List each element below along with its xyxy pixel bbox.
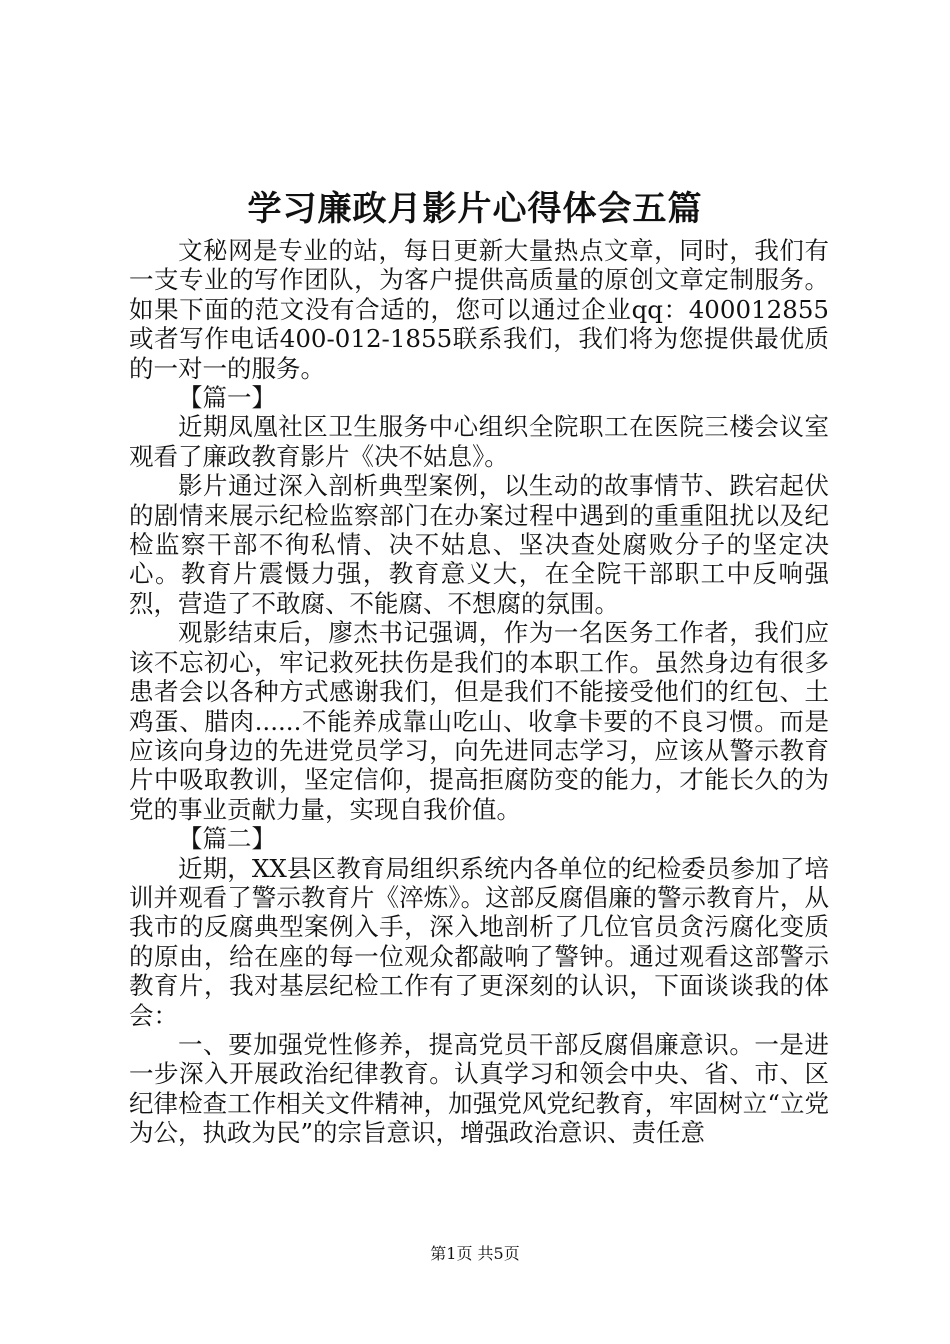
document-body xyxy=(129,236,829,1148)
paragraph: 影片通过深入剖析典型案例，以生动的故事情节、跌宕起伏的剧情来展示纪检监察部门在办案过程中遇到的重重阻扰以及纪检监察干部不徇私情、决不姑息、坚决查处腐败分子的坚定决心。教育片震慑力强，教育意义大，在全院干部职工中反响强烈，营造了不敢腐、不能腐、不想腐的氛围。 xyxy=(129,471,829,618)
paragraph: 观影结束后，廖杰书记强调，作为一名医务工作者，我们应该不忘初心，牢记救死扶伤是我们的本职工作。虽然身边有很多患者会以各种方式感谢我们，但是我们不能接受他们的红包、土鸡蛋、腊肉......不能养成靠山吃山、收拿卡要的不良习惯。而是应该向身边的先进党员学习，向先进同志学习，应该从警示教育片中吸取教训，坚定信仰，提高拒腐防变的能力，才能长久的为党的事业贡献力量，实现自我价值。 xyxy=(129,618,829,824)
paragraph-intro: 文秘网是专业的站，每日更新大量热点文章，同时，我们有一支专业的写作团队，为客户提供高质量的原创文章定制服务。如果下面的范文没有合适的，您可以通过企业qq：400012855或者写作电话400-012-1855联系我们，我们将为您提供最优质的一对一的服务。 xyxy=(129,236,829,383)
paragraph: 近期，XX县区教育局组织系统内各单位的纪检委员参加了培训并观看了警示教育片《淬炼》。这部反腐倡廉的警示教育片，从我市的反腐典型案例入手，深入地剖析了几位官员贪污腐化变质的原由，给在座的每一位观众都敲响了警钟。通过观看这部警示教育片，我对基层纪检工作有了更深刻的认识，下面谈谈我的体会： xyxy=(129,853,829,1030)
document-title: 学习廉政月影片心得体会五篇 xyxy=(247,189,703,229)
section-heading-1: 【篇一】 xyxy=(178,383,276,413)
section-heading-2: 【篇二】 xyxy=(178,824,276,854)
page-footer: 第1页 共5页 xyxy=(430,1244,520,1263)
paragraph: 近期凤凰社区卫生服务中心组织全院职工在医院三楼会议室观看了廉政教育影片《决不姑息》。 xyxy=(129,412,829,471)
paragraph: 一、要加强党性修养，提高党员干部反腐倡廉意识。一是进一步深入开展政治纪律教育。认真学习和领会中央、省、市、区纪律检查工作相关文件精神，加强党风党纪教育，牢固树立“立党为公，执政为民”的宗旨意识，增强政治意识、责任意 xyxy=(129,1029,829,1148)
